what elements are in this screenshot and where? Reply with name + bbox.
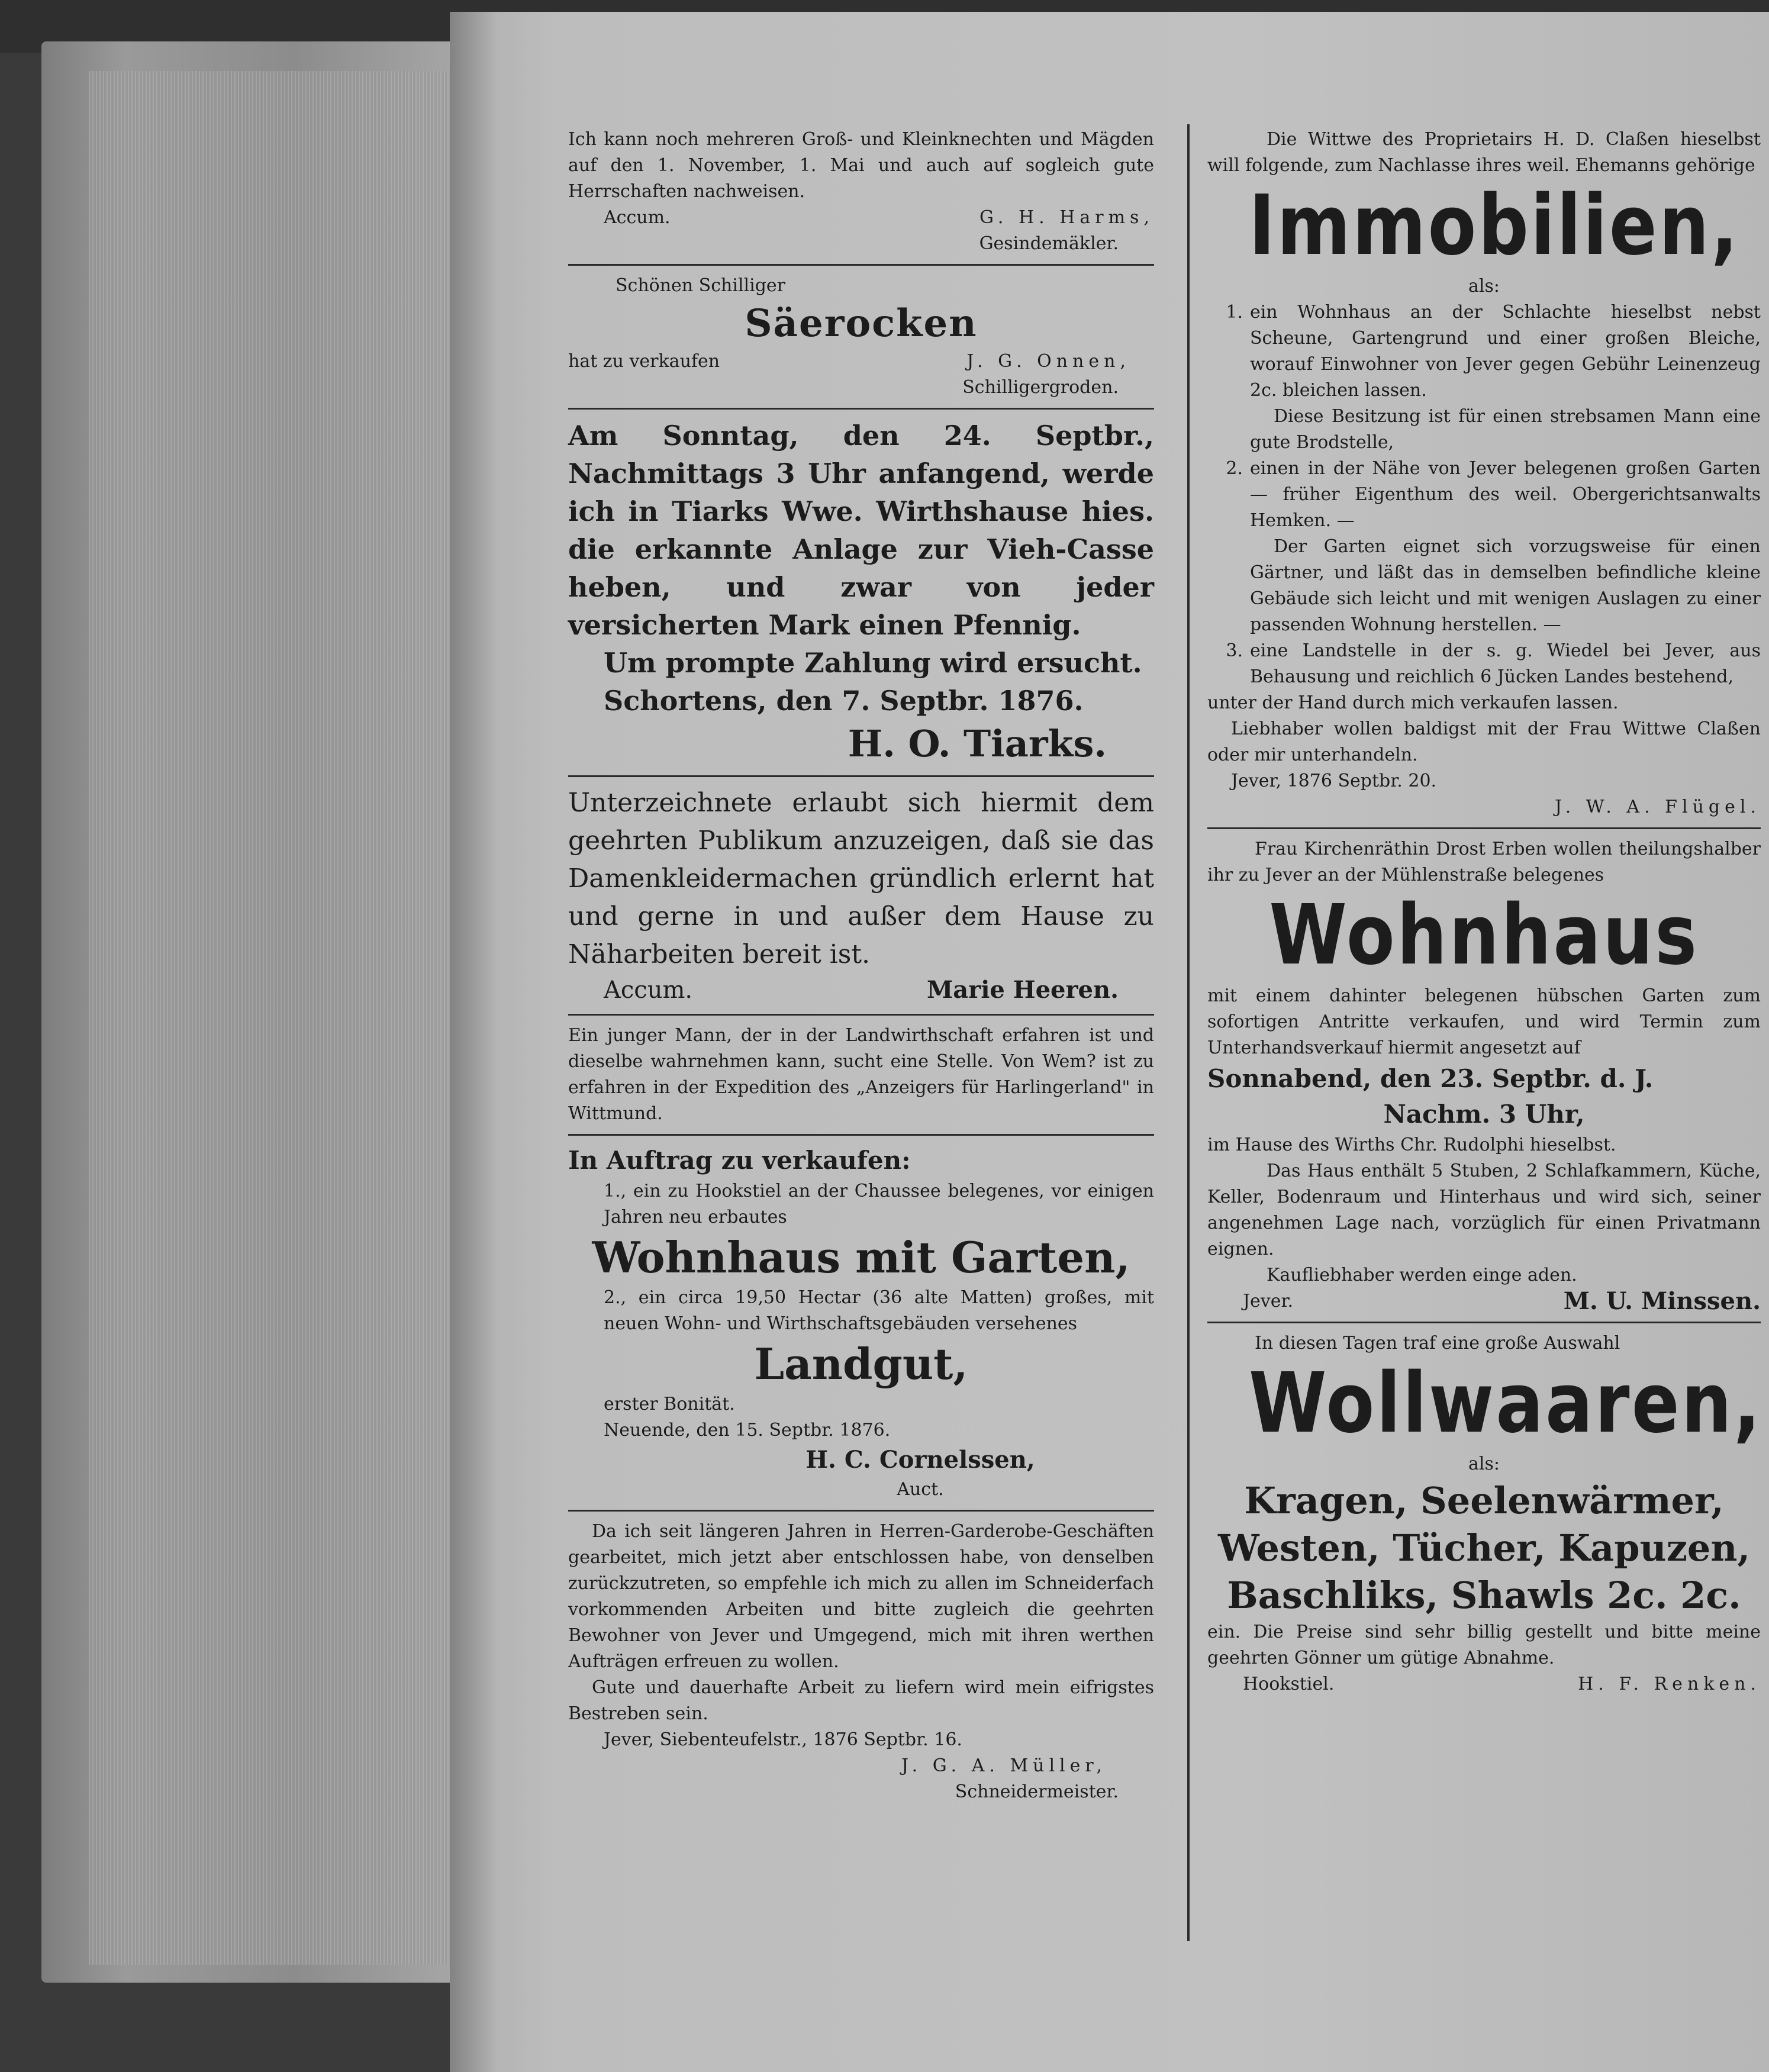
ad-text: mit einem dahinter belegenen hübschen Garten zum sofortigen Antritte verkaufen, und wird Termin zum Unterhandsverkauf hiermit angesetzt auf [1207, 985, 1761, 1058]
ad-heading: In Auftrag zu verkaufen: [568, 1146, 911, 1175]
ad-text: Unterzeichnete erlaubt sich hiermit dem geehrten Publikum anzuzeigen, daß sie das Damenkleidermachen gründlich erlernt hat und gerne in und außer dem Hause zu Näharbeiten bereit ist. [568, 788, 1154, 969]
ad-place: Schilligergroden. [962, 377, 1119, 398]
ad-date: Neuende, den 15. Septbr. 1876. [604, 1420, 891, 1441]
divider [1207, 827, 1761, 829]
ad-tail-2: Liebhaber wollen baldigst mit der Frau Wittwe Claßen oder mir unterhandeln. [1207, 718, 1761, 765]
ad-place: im Hause des Wirths Chr. Rudolphi hieselbst. [1207, 1135, 1616, 1155]
column-rule [1187, 124, 1190, 1941]
ad-item-1-headline: Wohnhaus mit Garten, [592, 1232, 1130, 1282]
ad-city: Jever. [1243, 1291, 1294, 1311]
ad-name: G. H. Harms, [979, 207, 1154, 228]
ad-signature: H. F. Renken. [1578, 1674, 1761, 1694]
ad-item-1: 1., ein zu Hookstiel an der Chaussee belegenes, vor einigen Jahren neu erbautes [604, 1181, 1154, 1227]
ad-place: Accum. [604, 977, 693, 1004]
ad-cattle-fund [568, 414, 1154, 771]
ad-signature: H. O. Tiarks. [848, 722, 1107, 765]
list-text: ein Wohnhaus an der Schlachte hieselbst nebst Scheune, Gartengrund und einer großen Bleiche, worauf Einwohner von Jever gegen Gebühr Leinenzeug 2c. bleichen lassen. [1250, 302, 1761, 401]
list-note: Diese Besitzung ist für einen strebsamen Mann eine gute Brodstelle, [1250, 406, 1761, 453]
right-column [1207, 124, 1761, 1700]
left-column [568, 124, 1154, 1807]
ad-signature-row [568, 974, 1154, 1007]
ad-line-1: Kragen, Seelenwärmer, [1244, 1479, 1724, 1522]
list-note: Der Garten eignet sich vorzugsweise für einen Gärtner, und läßt das in demselben befindliche kleine Gebäude sich leicht und mit wenigen Auslagen zu einer passenden Wohnung herstellen. — [1250, 536, 1761, 635]
ad-item-2-headline: Landgut, [754, 1339, 968, 1389]
ad-intro: Die Wittwe des Proprietairs H. D. Claßen hieselbst will folgende, zum Nachlasse ihres weil. Ehemanns gehörige [1207, 129, 1761, 176]
ad-signature: J. W. A. Flügel. [1555, 797, 1761, 817]
ad-name: J. G. A. Müller, [901, 1755, 1107, 1776]
ad-wollwaaren [1207, 1328, 1761, 1700]
ad-headline: Säerocken [745, 301, 978, 346]
page-gutter-shadow [450, 12, 497, 2072]
ad-quality: erster Bonität. [604, 1394, 735, 1414]
ad-name: J. G. Onnen, [966, 351, 1130, 372]
ad-intro: Frau Kirchenräthin Drost Erben wollen theilungshalber ihr zu Jever an der Mühlenstraße belegenes [1207, 839, 1761, 885]
ad-intro: In diesen Tagen traf eine große Auswahl [1255, 1333, 1620, 1354]
ad-line-3: Baschliks, Shawls 2c. 2c. [1227, 1574, 1741, 1617]
ad-name: Marie Heeren. [926, 976, 1119, 1004]
divider [568, 1014, 1154, 1016]
ad-servants [568, 124, 1154, 259]
ad-signature-row [568, 205, 1154, 231]
ad-item-2: 2., ein circa 19,50 Hectar (36 alte Matten) großes, mit neuen Wohn- und Wirthschaftsgebäuden versehenes [604, 1287, 1154, 1334]
ad-time: Nachm. 3 Uhr, [1383, 1100, 1585, 1129]
ad-text: ein. Die Preise sind sehr billig gestellt und bitte meine geehrten Gönner um gütige Abnahme. [1207, 1622, 1761, 1668]
divider [568, 264, 1154, 266]
ad-intro: Schönen Schilliger [616, 275, 786, 296]
list-item [1207, 638, 1761, 690]
ad-text: Ich kann noch mehreren Groß- und Kleinknechten und Mägden auf den 1. November, 1. Mai und auch auf sogleich gute Herrschaften nachweisen. [568, 129, 1154, 202]
ad-signature-row [1207, 1671, 1761, 1697]
ad-title: Gesindemäkler. [979, 233, 1119, 254]
ad-immobilien [1207, 124, 1761, 823]
divider [568, 1510, 1154, 1512]
ad-headline: Wohnhaus [1269, 887, 1699, 984]
ad-dressmaker [568, 782, 1154, 1009]
ad-place: Hookstiel. [1243, 1674, 1335, 1694]
ad-text: Ein junger Mann, der in der Landwirthschaft erfahren ist und dieselbe wahrnehmen kann, sucht eine Stelle. Von Wem? ist zu erfahren in der Expedition des „Anzeigers für Harlingerland" in Wittmund. [568, 1025, 1154, 1124]
ad-date: Schortens, den 7. Septbr. 1876. [604, 685, 1084, 717]
ad-line-2: Westen, Tücher, Kapuzen, [1217, 1526, 1751, 1570]
ad-text: Am Sonntag, den 24. Septbr., Nachmittags 3 Uhr anfangend, werde ich in Tiarks Wwe. Wirthshause hies. die erkannte Anlage zur Vieh-Casse heben, und zwar von jeder versicherten Mark einen Pfennig. [568, 420, 1154, 641]
ad-signature: M. U. Minssen. [1563, 1287, 1761, 1315]
list-item [1207, 299, 1761, 404]
divider [1207, 1322, 1761, 1323]
ad-text: Da ich seit längeren Jahren in Herren-Garderobe-Geschäften gearbeitet, mich jetzt aber entschlossen habe, von denselben zurückzutreten, so empfehle ich mich zu allen im Schneiderfach vorkommenden Arbeiten und bitte zugleich die geehrten Bewohner von Jever und Umgegend, mich mit ihren werthen Aufträgen erfreuen zu wollen. [568, 1521, 1154, 1672]
ad-wohnhaus [1207, 834, 1761, 1317]
list-text: einen in der Nähe von Jever belegenen großen Garten — früher Eigenthum des weil. Obergerichtsanwalts Hemken. — [1250, 458, 1761, 531]
ad-signature-row [1207, 1288, 1761, 1314]
divider [568, 775, 1154, 777]
ad-tailor [568, 1516, 1154, 1807]
ad-tail: unter der Hand durch mich verkaufen lassen. [1207, 692, 1619, 713]
ad-sale: hat zu verkaufen [568, 351, 720, 372]
ad-date: Jever, 1876 Septbr. 20. [1231, 771, 1437, 791]
ad-headline: Immobilien, [1249, 178, 1740, 274]
ad-als: als: [1468, 276, 1500, 297]
ad-text-2: Gute und dauerhafte Arbeit zu liefern wird mein eifrigstes Bestreben sein. [568, 1677, 1154, 1724]
ad-text-3: Kaufliebhaber werden einge aden. [1267, 1265, 1577, 1285]
ad-date: Jever, Siebenteufelstr., 1876 Septbr. 16. [604, 1729, 962, 1750]
ad-for-sale [568, 1140, 1154, 1505]
ad-text-2: Um prompte Zahlung wird ersucht. [604, 647, 1142, 679]
list-text: eine Landstelle in der s. g. Wiedel bei Jever, aus Behausung und reichlich 6 Jücken Landes bestehend, [1250, 640, 1761, 687]
ad-als: als: [1468, 1454, 1500, 1474]
ad-seed-rye [568, 270, 1154, 403]
ad-place: Accum. [604, 207, 671, 228]
ad-young-man [568, 1020, 1154, 1129]
ad-title: Auct. [897, 1479, 944, 1500]
list-item [1207, 456, 1761, 534]
ad-signature-row [568, 349, 1154, 375]
ad-title: Schneidermeister. [955, 1781, 1119, 1802]
book-page-lines [89, 71, 462, 1965]
divider [568, 1134, 1154, 1136]
ad-day: Sonnabend, den 23. Septbr. d. J. [1207, 1064, 1654, 1093]
ad-headline: Wollwaaren, [1249, 1355, 1762, 1452]
ad-text-2: Das Haus enthält 5 Stuben, 2 Schlafkammern, Küche, Keller, Bodenraum und Hinterhaus und wird sich, seiner angenehmen Lage nach, vorzüglich für einen Privatmann eignen. [1207, 1161, 1761, 1259]
list-number: 2. [1226, 458, 1243, 479]
ad-signature: H. C. Cornelssen, [805, 1446, 1035, 1474]
list-number: 1. [1226, 302, 1243, 323]
list-number: 3. [1226, 640, 1243, 661]
divider [568, 408, 1154, 410]
